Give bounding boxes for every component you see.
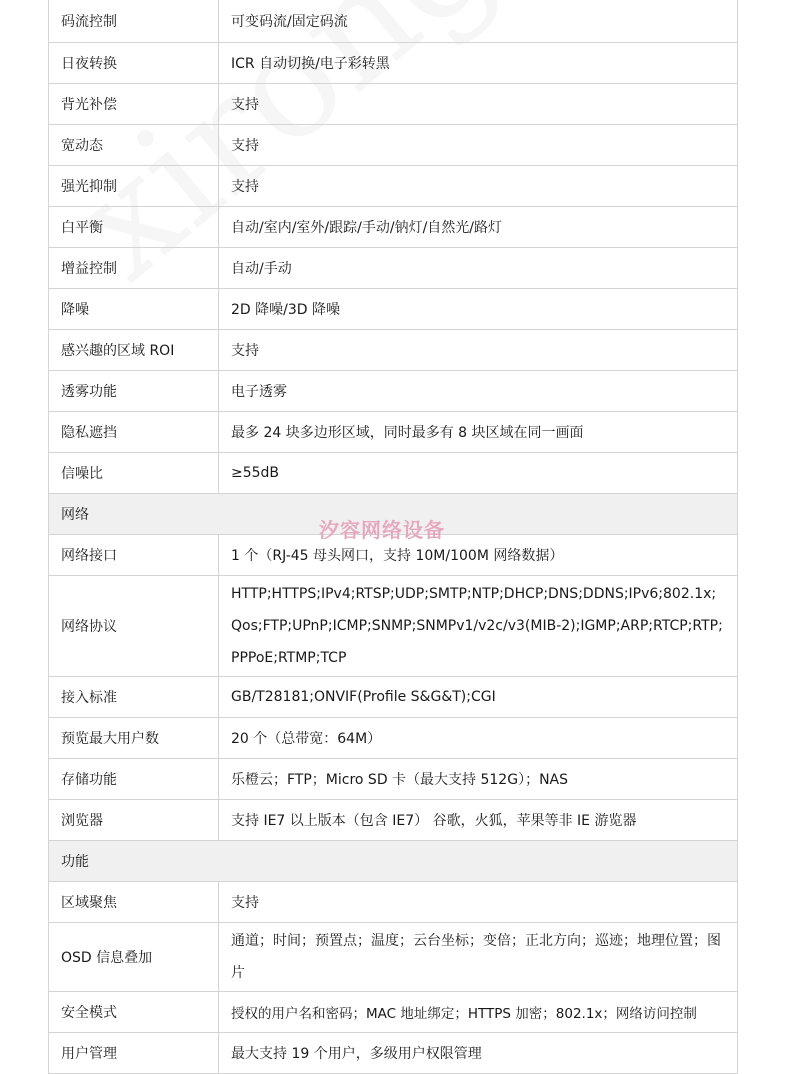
spec-label: 感兴趣的区域 ROI	[49, 330, 219, 371]
spec-label: 网络接口	[49, 535, 219, 576]
spec-table	[48, 0, 738, 1074]
section-title: 网络	[49, 494, 738, 535]
table-row	[49, 882, 738, 923]
spec-label: 强光抑制	[49, 166, 219, 207]
spec-value: 最大支持 19 个用户，多级用户权限管理	[219, 1033, 738, 1074]
spec-value: 电子透雾	[219, 371, 738, 412]
spec-value: 2D 降噪/3D 降噪	[219, 289, 738, 330]
table-row	[49, 923, 738, 992]
spec-label: OSD 信息叠加	[49, 923, 219, 992]
table-row	[49, 43, 738, 84]
table-row	[49, 371, 738, 412]
spec-label: 接入标准	[49, 677, 219, 718]
spec-value: ICR 自动切换/电子彩转黑	[219, 43, 738, 84]
table-row	[49, 576, 738, 677]
store-watermark: 汐容网络设备	[319, 518, 445, 542]
spec-value: 支持	[219, 84, 738, 125]
spec-value: 自动/室内/室外/跟踪/手动/钠灯/自然光/路灯	[219, 207, 738, 248]
table-row	[49, 248, 738, 289]
spec-value: 支持	[219, 882, 738, 923]
spec-value: ≥55dB	[219, 453, 738, 494]
spec-label: 预览最大用户数	[49, 718, 219, 759]
spec-label: 存储功能	[49, 759, 219, 800]
table-row	[49, 207, 738, 248]
table-row	[49, 759, 738, 800]
spec-label: 增益控制	[49, 248, 219, 289]
spec-label: 用户管理	[49, 1033, 219, 1074]
spec-value: 自动/手动	[219, 248, 738, 289]
spec-label: 日夜转换	[49, 43, 219, 84]
spec-value: 最多 24 块多边形区域，同时最多有 8 块区域在同一画面	[219, 412, 738, 453]
table-row	[49, 453, 738, 494]
spec-label: 降噪	[49, 289, 219, 330]
table-row	[49, 535, 738, 576]
spec-value: 支持	[219, 166, 738, 207]
table-row	[49, 125, 738, 166]
spec-label: 浏览器	[49, 800, 219, 841]
table-row	[49, 289, 738, 330]
spec-value: 20 个（总带宽：64M）	[219, 718, 738, 759]
spec-value: 授权的用户名和密码；MAC 地址绑定；HTTPS 加密；802.1x；网络访问控制	[219, 992, 738, 1033]
table-row	[49, 84, 738, 125]
table-row	[49, 412, 738, 453]
spec-label: 宽动态	[49, 125, 219, 166]
spec-value: 支持 IE7 以上版本（包含 IE7） 谷歌，火狐，苹果等非 IE 游览器	[219, 800, 738, 841]
section-header-function	[49, 841, 738, 882]
section-header-network	[49, 494, 738, 535]
table-row	[49, 1033, 738, 1074]
spec-label: 透雾功能	[49, 371, 219, 412]
spec-label: 网络协议	[49, 576, 219, 677]
spec-value: 支持	[219, 330, 738, 371]
table-row	[49, 800, 738, 841]
spec-label: 白平衡	[49, 207, 219, 248]
spec-value: 乐橙云；FTP；Micro SD 卡（最大支持 512G）；NAS	[219, 759, 738, 800]
spec-label: 隐私遮挡	[49, 412, 219, 453]
table-row	[49, 718, 738, 759]
section-title: 功能	[49, 841, 738, 882]
spec-value: HTTP;HTTPS;IPv4;RTSP;UDP;SMTP;NTP;DHCP;DNS;DDNS;IPv6;802.1x; Qos;FTP;UPnP;ICMP;SNMP;SNMPv1/v2c/v3(MIB-2);IGMP;ARP;RTCP;RTP;PPPoE;RTMP;TCP	[219, 576, 738, 677]
spec-value: GB/T28181;ONVIF(Profile S&G&T);CGI	[219, 677, 738, 718]
spec-label: 区域聚焦	[49, 882, 219, 923]
spec-label: 安全模式	[49, 992, 219, 1033]
spec-label: 背光补偿	[49, 84, 219, 125]
spec-label: 码流控制	[49, 0, 219, 43]
table-row	[49, 166, 738, 207]
spec-value: 1 个（RJ-45 母头网口，支持 10M/100M 网络数据）	[219, 535, 738, 576]
spec-value: 通道；时间；预置点；温度；云台坐标；变倍；正北方向；巡迹；地理位置；图片	[219, 923, 738, 992]
table-row	[49, 330, 738, 371]
spec-value: 支持	[219, 125, 738, 166]
table-row	[49, 0, 738, 43]
spec-value: 可变码流/固定码流	[219, 0, 738, 43]
spec-label: 信噪比	[49, 453, 219, 494]
table-row	[49, 677, 738, 718]
table-row	[49, 992, 738, 1033]
